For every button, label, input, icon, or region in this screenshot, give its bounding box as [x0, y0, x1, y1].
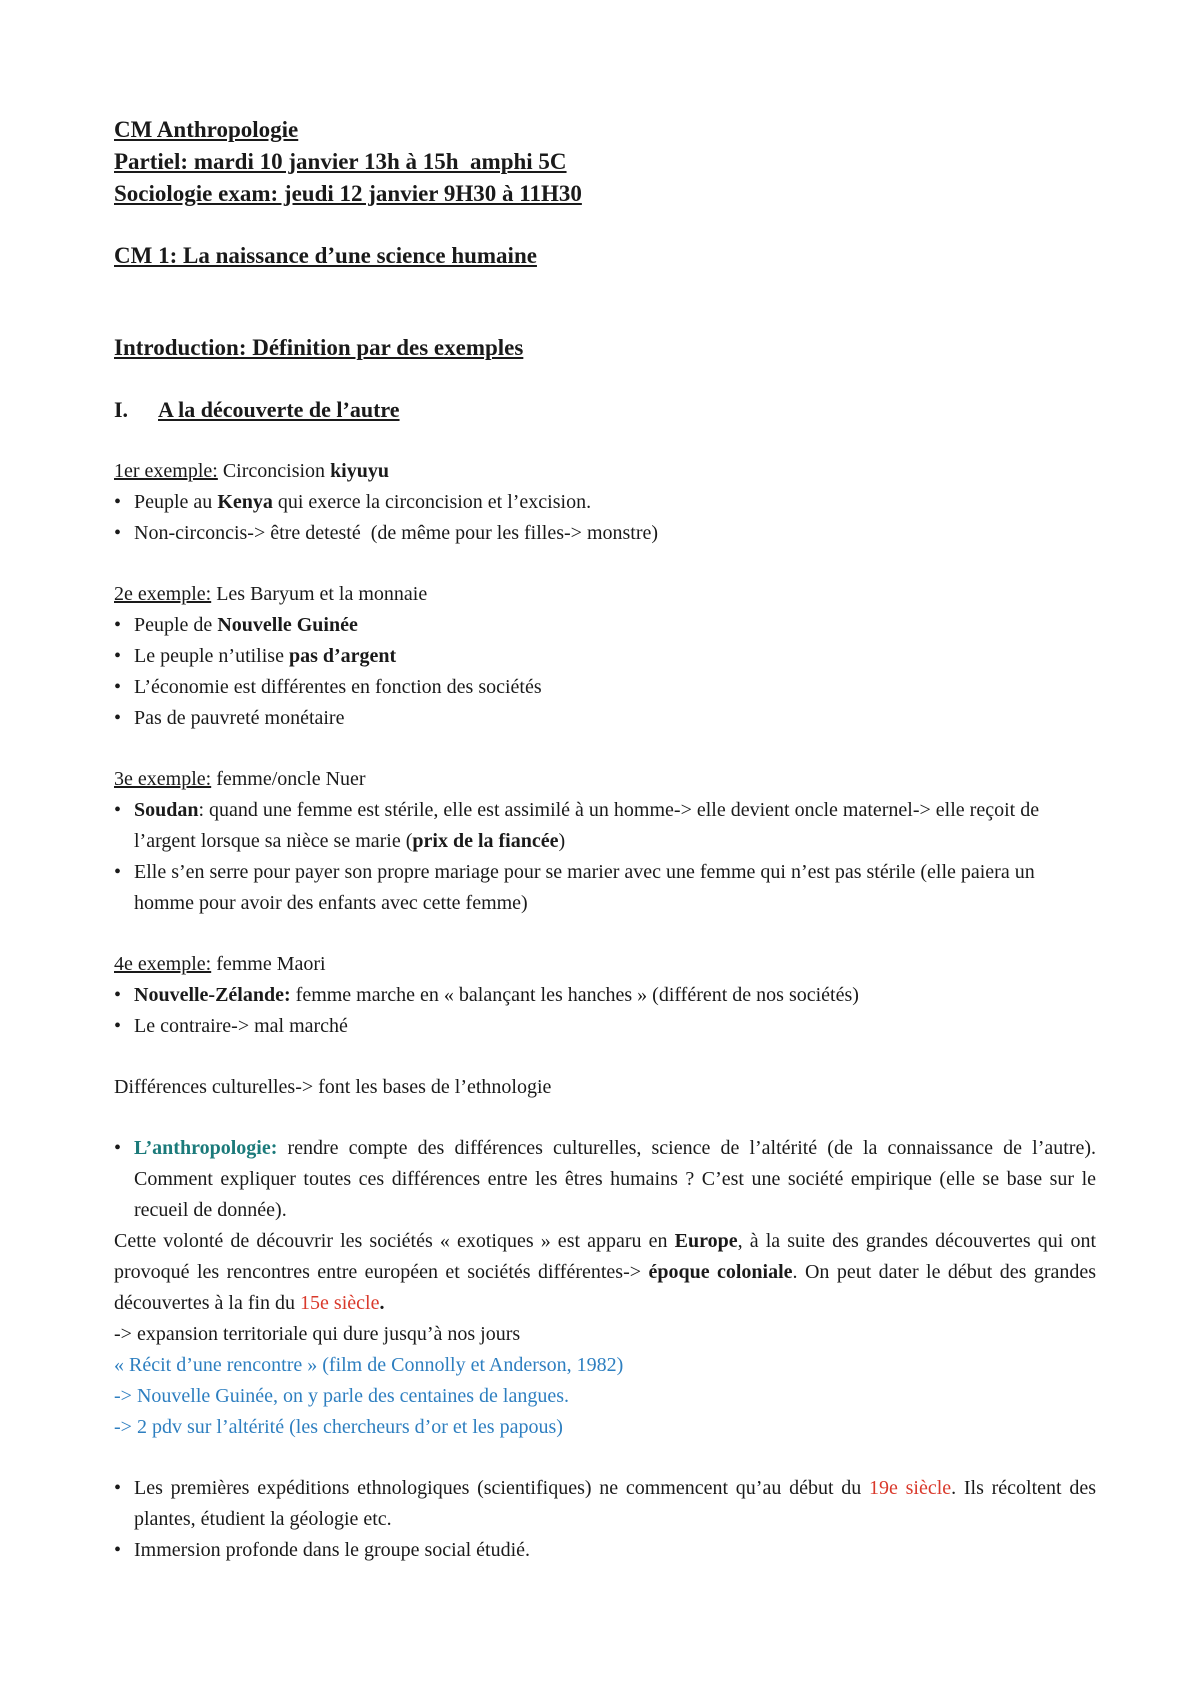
expansion-line: -> expansion territoriale qui dure jusqu’à nos jours — [114, 1323, 521, 1345]
example-3-heading: 3e exemple: femme/oncle Nuer — [114, 768, 366, 790]
example-4-heading: 4e exemple: femme Maori — [114, 953, 326, 975]
example-4-bullet-2: • Le contraire-> mal marché — [114, 1011, 1096, 1042]
example-3-bullet-1: • Soudan: quand une femme est stérile, elle est assimilé à un homme-> elle devient oncle maternel-> elle reçoit de l’argent lorsque sa nièce se marie (prix de la fiancée) — [114, 795, 1096, 857]
film-reference: « Récit d’une rencontre » (film de Connolly et Anderson, 1982) — [114, 1354, 624, 1376]
example-2-bullet-1: • Peuple de Nouvelle Guinée — [114, 610, 1096, 641]
example-2-bullet-3: • L’économie est différentes en fonction des sociétés — [114, 672, 1096, 703]
anthropology-definition: • L’anthropologie: rendre compte des différences culturelles, science de l’altérité (de la connaissance de l’autre). Comment expliquer toutes ces différences entre les êtres humains ? C’est une société empirique (elle se base sur le recueil de donnée). — [114, 1133, 1096, 1226]
document-content — [114, 114, 1096, 1566]
section-number: I. — [114, 397, 129, 422]
film-note-2: -> 2 pdv sur l’altérité (les chercheurs d’or et les papous) — [114, 1416, 563, 1438]
immersion-bullet: • Immersion profonde dans le groupe social étudié. — [114, 1535, 1096, 1566]
example-4-bullet-1: • Nouvelle-Zélande: femme marche en « balançant les hanches » (différent de nos sociétés) — [114, 980, 1096, 1011]
cm-title: CM 1: La naissance d’une science humaine — [114, 243, 537, 268]
film-note-1: -> Nouvelle Guinée, on y parle des centaines de langues. — [114, 1385, 570, 1407]
course-title: CM Anthropologie — [114, 117, 299, 142]
cultural-differences-line: Différences culturelles-> font les bases de l’ethnologie — [114, 1076, 552, 1098]
example-1-bullet-1: • Peuple au Kenya qui exerce la circoncision et l’excision. — [114, 487, 1096, 518]
example-1-heading: 1er exemple: Circoncision kiyuyu — [114, 460, 389, 482]
sociologie-exam-date: Sociologie exam: jeudi 12 janvier 9H30 à 11H30 — [114, 181, 582, 206]
example-3-bullet-2: • Elle s’en serre pour payer son propre mariage pour se marier avec une femme qui n’est pas stérile (elle paiera un homme pour avoir des enfants avec cette femme) — [114, 857, 1096, 919]
example-2-bullet-4: • Pas de pauvreté monétaire — [114, 703, 1096, 734]
example-1-bullet-2: • Non-circoncis-> être detesté (de même pour les filles-> monstre) — [114, 518, 1096, 549]
intro-title: Introduction: Définition par des exemples — [114, 335, 524, 360]
discovery-paragraph: Cette volonté de découvrir les sociétés « exotiques » est apparu en Europe, à la suite des grandes découvertes qui ont provoqué les rencontres entre européen et sociétés différentes-> époque coloniale. On peut dater le début des grandes découvertes à la fin du 15e siècle. — [114, 1230, 1097, 1314]
section-title: A la découverte de l’autre — [158, 397, 400, 422]
example-2-bullet-2: • Le peuple n’utilise pas d’argent — [114, 641, 1096, 672]
expeditions-bullet: • Les premières expéditions ethnologiques (scientifiques) ne commencent qu’au début du 19e siècle. Ils récoltent des plantes, étudient la géologie etc. — [114, 1473, 1096, 1535]
partiel-date: Partiel: mardi 10 janvier 13h à 15h amphi 5C — [114, 149, 567, 174]
section-heading — [114, 394, 1096, 426]
example-2-heading: 2e exemple: Les Baryum et la monnaie — [114, 583, 428, 605]
